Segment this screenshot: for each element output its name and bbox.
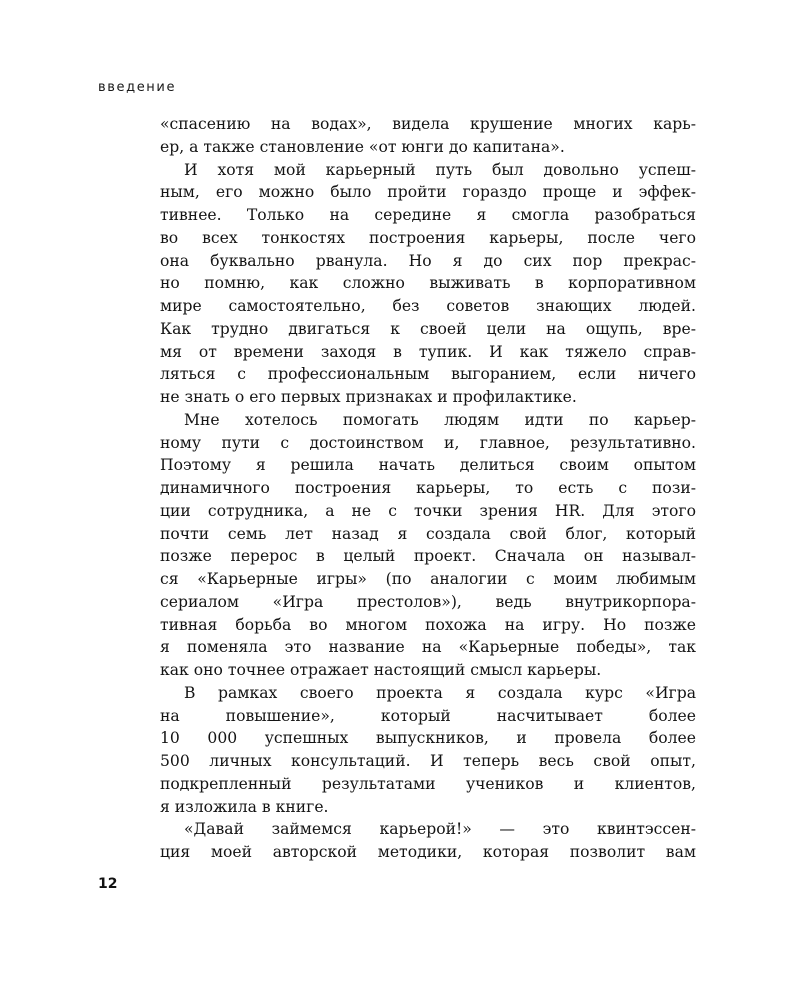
text-line: ер, а также становление «от юнги до капитана». [160,137,565,156]
text-line: Мне хотелось помогать людям идти по карьер- [184,410,696,429]
body-text [160,113,696,864]
text-line: ному пути с достоинством и, главное, результативно. [160,433,696,452]
text-line: подкрепленный результатами учеников и клиентов, [160,774,696,793]
running-head: введение [98,80,177,95]
text-line: ся «Карьерные игры» (по аналогии с моим любимым [160,570,696,588]
page-number: 12 [98,876,118,892]
text-line: не знать о его первых признаках и профилактике. [160,388,577,406]
text-line: почти семь лет назад я создала свой блог, который [160,524,696,543]
text-line: ции сотрудника, а не с точки зрения HR. Для этого [160,501,696,520]
text-line: позже перерос в целый проект. Сначала он называл- [160,547,696,566]
text-line: сериалом «Игра престолов»), ведь внутрикорпора- [160,592,696,611]
text-line: ляться с профессиональным выгоранием, если ничего [160,365,696,384]
text-line: она буквально рванула. Но я до сих пор прекрас- [160,251,696,270]
text-line: «спасению на водах», видела крушение многих карь- [160,115,696,133]
text-line: динамичного построения карьеры, то есть с пози- [160,479,696,497]
text-line: на повышение», который насчитывает более [160,706,696,725]
text-line: «Давай займемся карьерой!» — это квинтэссен- [184,820,696,839]
text-line: но помню, как сложно выживать в корпоративном [160,274,696,293]
text-line: тивная борьба во многом похожа на игру. Но позже [160,615,696,634]
text-line: тивнее. Только на середине я смогла разобраться [160,206,696,224]
text-line: мя от времени заходя в тупик. И как тяжело справ- [160,342,696,361]
text-line: как оно точнее отражает настоящий смысл карьеры. [160,661,602,679]
text-line: В рамках своего проекта я создала курс «Игра [184,683,696,702]
text-line: 500 личных консультаций. И теперь весь свой опыт, [160,752,696,770]
text-line: ным, его можно было пройти гораздо проще и эффек- [160,183,696,202]
text-line: ция моей авторской методики, которая позволит вам [160,843,696,861]
text-line: Поэтому я решила начать делиться своим опытом [160,456,696,475]
text-line: я поменяла это название на «Карьерные победы», так [160,638,696,657]
text-line: И хотя мой карьерный путь был довольно успеш- [184,160,696,179]
text-line: Как трудно двигаться к своей цели на ощупь, вре- [160,319,696,338]
text-line: 10 000 успешных выпускников, и провела более [160,729,696,748]
text-line: я изложила в книге. [160,797,329,816]
text-line: мире самостоятельно, без советов знающих людей. [160,297,696,315]
text-line: во всех тонкостях построения карьеры, после чего [160,228,696,247]
